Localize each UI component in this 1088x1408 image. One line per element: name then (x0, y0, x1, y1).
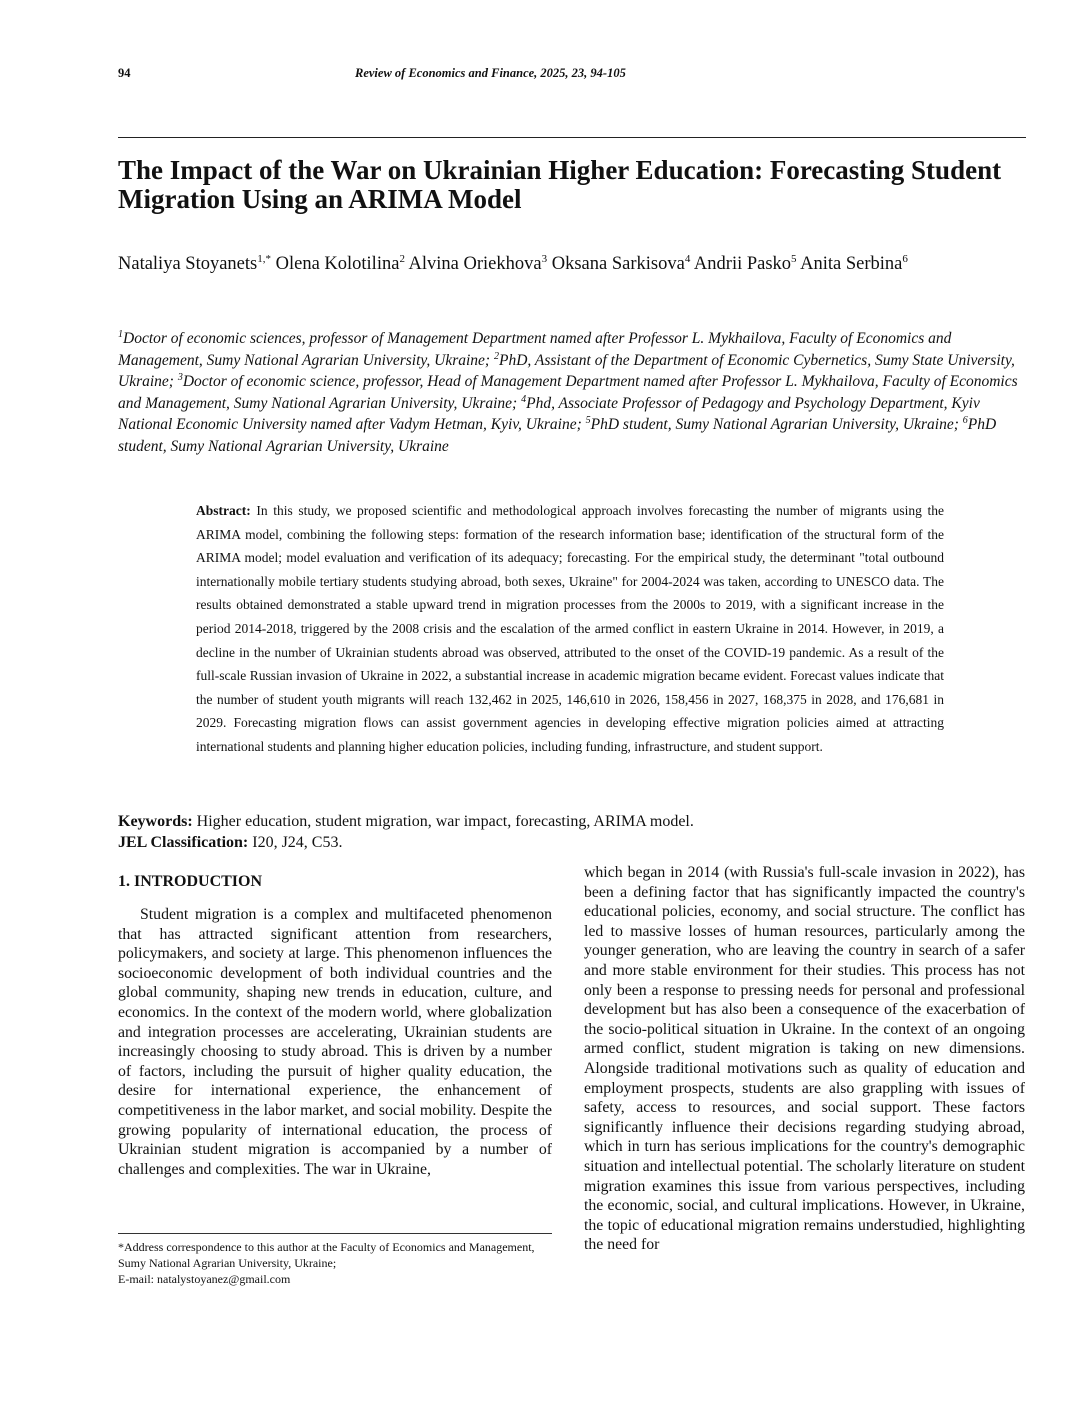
affiliations (118, 328, 1028, 457)
paper-title: The Impact of the War on Ukrainian Higher Education: Forecasting Student Migration Using an ARIMA Model (118, 155, 1002, 214)
keywords-text: Higher education, student migration, war impact, forecasting, ARIMA model. (192, 813, 694, 830)
keywords-label: Keywords: (118, 813, 193, 830)
author-affil-mark: 6 (902, 252, 908, 265)
author-affil-mark: 1,* (257, 252, 271, 265)
affil-mark: 4 (521, 393, 527, 405)
footnote-email: E-mail: natalystoyanez@gmail.com (118, 1272, 291, 1286)
author-name: Andrii Pasko (693, 254, 792, 274)
abstract-label: Abstract: (196, 503, 251, 518)
affiliation-text: Doctor of economic science, professor, Head of Management Department named after Professor L. Mykhailova, Faculty of Economics and Management, Sumy National Agrarian University, Ukraine; (118, 373, 1018, 412)
affiliation-text: PhD, Assistant of the Department of Economic Cybernetics, Sumy State University, Ukraine; (118, 351, 1015, 390)
footnote-rule (118, 1233, 552, 1234)
section-heading: 1. INTRODUCTION (118, 873, 263, 890)
author-affil-mark: 3 (541, 252, 548, 265)
jel-classification (118, 832, 1028, 853)
affil-mark: 5 (585, 414, 591, 426)
author-name: Anita Serbina (800, 254, 903, 274)
page-number: 94 (118, 66, 131, 80)
abstract-text: In this study, we proposed scientific and methodological approach involves forecasting the number of migrants using the ARIMA model, combining the following steps: formation of the research information base; identification of the structural form of the ARIMA model; model evaluation and verification of its adequacy; forecasting. For the empirical study, the determinant "total outbound internationally mobile tertiary students studying abroad, both sexes, Ukraine" for 2004-2024 was taken, according to UNESCO data. The results obtained demonstrated a stable upward trend in migration processes from the 2000s to 2019, with a significant increase in the period 2014-2018, triggered by the 2008 crisis and the escalation of the armed conflict in eastern Ukraine in 2014. However, in 2019, a decline in the number of Ukrainian students abroad was observed, attributed to the onset of the COVID-19 pandemic. As a result of the full-scale Russian invasion of Ukraine in 2022, a substantial increase in academic migration became evident. Forecast values indicate that the number of student youth migrants will reach 132,462 in 2025, 146,610 in 2026, 158,456 in 2027, 168,375 in 2028, and 176,681 in 2029. Forecasting migration flows can assist government agencies in developing effective migration policies aimed at attracting international students and planning higher education policies, including funding, infrastructure, and student support. (196, 503, 944, 754)
abstract (196, 499, 944, 759)
header-rule (118, 137, 1026, 138)
author-affil-mark: 4 (684, 252, 691, 265)
affiliation-text: PhD student, Sumy National Agrarian University, Ukraine; (590, 416, 963, 433)
affil-mark: 6 (962, 414, 968, 426)
author-affil-mark: 5 (791, 252, 797, 265)
author-list (118, 252, 1030, 277)
jel-text: I20, J24, C53. (248, 834, 343, 851)
affiliation-text: Phd, Associate Professor of Pedagogy and Psychology Department, Kyiv National Economic University named after Vadym Hetman, Kyiv, Ukraine; (118, 394, 980, 433)
body-column-left: Student migration is a complex and multifaceted phenomenon that has attracted significant attention from researchers, policymakers, and society at large. This phenomenon influences the socioeconomic development of both individual countries and the global community, shaping new trends in education, culture, and economics. In the context of the modern world, where globalization and integration processes are accelerating, Ukrainian students are increasingly choosing to study abroad. This is driven by a number of factors, including the pursuit of higher quality education, the desire for international experience, the enhancement of competitiveness in the labor market, and social mobility. Despite the growing popularity of international education, the process of Ukrainian student migration is accompanied by a number of challenges and complexities. The war in Ukraine, (118, 906, 552, 1178)
body-column-right: which began in 2014 (with Russia's full-scale invasion in 2022), has been a defining factor that has significantly impacted the country's educational policies, economy, and social structure. The conflict has led to massive losses of human resources, particularly among the younger generation, who are leaving the country in search of a safer and more stable environment for their studies. This process has not only been a response to pressing needs for personal and professional development but has also been a consequence of the exacerbation of the socio-political situation in Ukraine. In the context of an ongoing armed conflict, student migration is taking on new dimensions. Alongside traditional motivations such as quality of education and employment prospects, students are also grappling with issues of safety, access to resources, and social support. These factors significantly influence their decisions regarding studying abroad, which in turn has serious implications for the country's demographic situation and intellectual potential. The scholarly literature on student migration examines this issue from various perspectives, including the economic, social, and cultural implications. However, in Ukraine, the topic of educational migration remains understudied, highlighting the need for (584, 864, 1025, 1254)
footnote-address: *Address correspondence to this author at the Faculty of Economics and Management, Sumy National Agrarian University, Ukraine; (118, 1240, 535, 1270)
affil-mark: 1 (118, 328, 123, 340)
affiliation-text: Doctor of economic sciences, professor of Management Department named after Professor L. Mykhailova, Faculty of Economics and Management, Sumy National Agrarian University, Ukraine; (118, 330, 952, 369)
affil-mark: 2 (493, 350, 499, 362)
correspondence-footnote (118, 1239, 554, 1287)
author-name: Olena Kolotilina (275, 254, 400, 274)
affil-mark: 3 (177, 371, 183, 383)
author-name: Oksana Sarkisova (551, 254, 685, 274)
running-head: Review of Economics and Finance, 2025, 23, 94-105 (355, 66, 626, 80)
author-name: Alvina Oriekhova (408, 254, 542, 274)
affiliation-text: PhD student, Sumy National Agrarian University, Ukraine (118, 416, 997, 455)
keywords (118, 811, 1028, 832)
jel-label: JEL Classification: (118, 834, 249, 851)
author-name: Nataliya Stoyanets (118, 254, 258, 274)
author-affil-mark: 2 (399, 252, 405, 265)
